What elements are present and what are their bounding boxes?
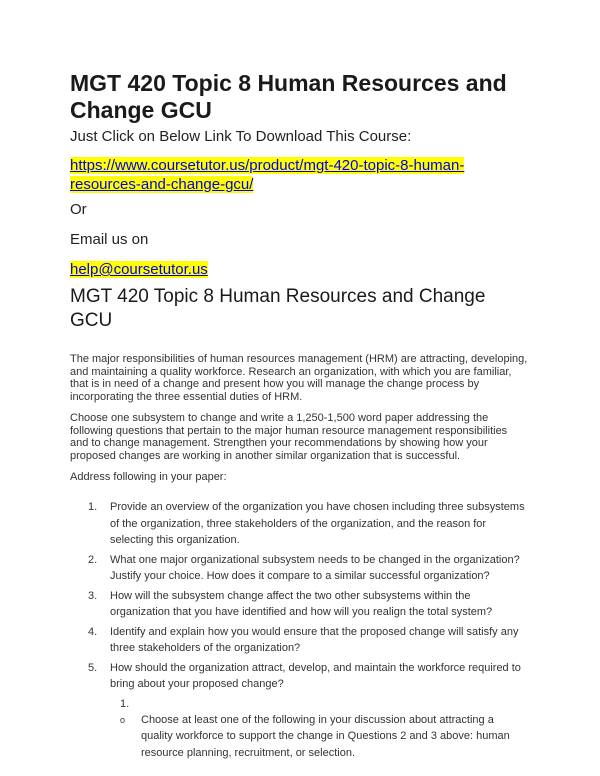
course-link-wrapper bbox=[70, 156, 528, 194]
address-label: Address following in your paper: bbox=[70, 471, 227, 483]
list-number: 4. bbox=[88, 625, 98, 638]
list-number: 1. bbox=[88, 501, 98, 513]
circle-bullet-icon: o bbox=[120, 714, 126, 725]
document-title: MGT 420 Topic 8 Human Resources and Change GCU bbox=[70, 70, 507, 123]
list-number: 3. bbox=[88, 589, 98, 602]
sub-list-number: 1. bbox=[120, 697, 130, 710]
paragraph-subsystem: Choose one subsystem to change and write a 1,250-1,500 word paper addressing the following questions that pertain to the major human resource management responsibilities and to change management. Strengthen your recommendations by showing how your proposed changes are working in another similar organization that is successful. bbox=[70, 412, 508, 462]
question-list bbox=[70, 499, 528, 693]
list-text: How should the organization attract, develop, and maintain the workforce required to bring about your proposed change? bbox=[110, 661, 521, 690]
download-intro: Just Click on Below Link To Download This Course: bbox=[70, 128, 412, 145]
sub-bullet-item bbox=[120, 712, 528, 762]
email-wrapper bbox=[70, 260, 528, 279]
list-text: What one major organizational subsystem needs to be changed in the organization? Justify your choice. How does it compare to a similar successful organization? bbox=[110, 553, 520, 582]
list-item bbox=[88, 588, 528, 621]
list-item bbox=[88, 552, 528, 585]
document-subtitle: MGT 420 Topic 8 Human Resources and Change GCU bbox=[70, 286, 486, 331]
course-link[interactable]: https://www.coursetutor.us/product/mgt-420-topic-8-human-resources-and-change-gcu/ bbox=[70, 157, 465, 193]
paragraph-hrm: The major responsibilities of human resources management (HRM) are attracting, developing, and maintaining a quality workforce. Research an organization, with which you are familiar, that is in need of a change and present how you will manage the change process by incorporating the three essential duties of HRM. bbox=[70, 353, 528, 403]
list-item bbox=[88, 660, 528, 693]
email-label: Email us on bbox=[70, 231, 149, 248]
list-number: 2. bbox=[88, 553, 98, 566]
sub-bullet-text: Choose at least one of the following in your discussion about attracting a quality workforce to support the change in Questions 2 and 3 above: human resource planning, recruitment, or selection. bbox=[141, 713, 510, 759]
list-item bbox=[88, 499, 528, 549]
list-text: Provide an overview of the organization you have chosen including three subsystems of the organization, three stakeholders of the organization, and the reason for selecting this organization. bbox=[110, 501, 525, 546]
list-text: Identify and explain how you would ensure that the proposed change will satisfy any three stakeholders of the organization? bbox=[110, 625, 519, 654]
or-text: Or bbox=[70, 201, 87, 218]
list-number: 5. bbox=[88, 661, 98, 674]
email-link[interactable]: help@coursetutor.us bbox=[70, 261, 208, 278]
list-item bbox=[88, 624, 528, 657]
list-text: How will the subsystem change affect the two other subsystems within the organization that you have identified and how will you realign the total system? bbox=[110, 589, 493, 618]
